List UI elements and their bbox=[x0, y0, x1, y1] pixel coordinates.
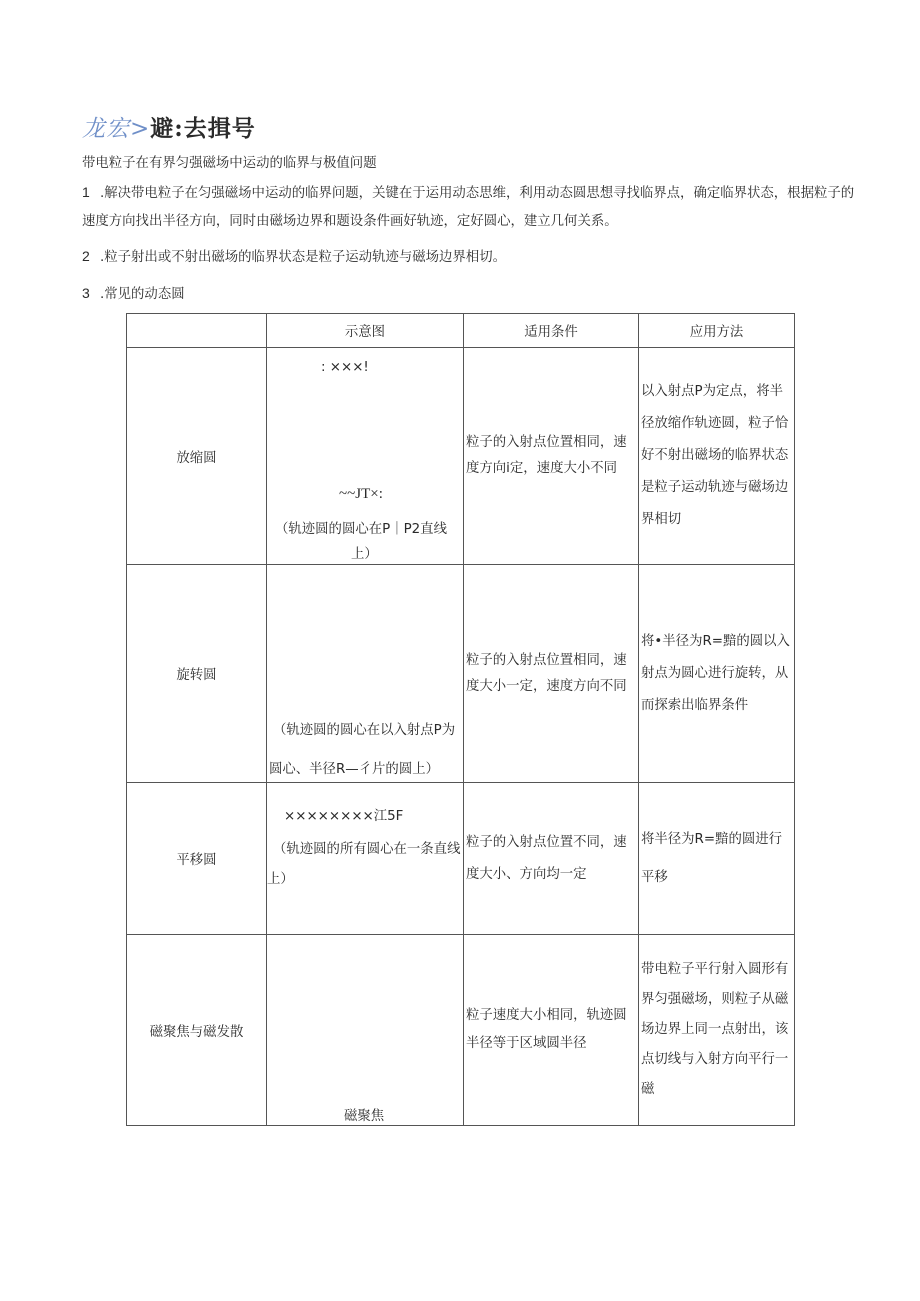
table-row bbox=[127, 348, 795, 565]
row-label: 旋转圆 bbox=[127, 565, 267, 783]
table-header-cell: 应用方法 bbox=[639, 314, 795, 348]
condition-text: 粒子的入射点位置相同，速度方向i定，速度大小不同 bbox=[466, 435, 627, 476]
condition-cell bbox=[464, 348, 639, 565]
row-label: 磁聚焦与磁发散 bbox=[127, 935, 267, 1126]
diagram-caption: （轨迹圆的圆心在P｜P2直线 bbox=[275, 522, 447, 537]
method-text: 将•半径为R=黯的圆以入射点为圆心进行旋转，从而探索出临界条件 bbox=[641, 633, 790, 713]
table-header-row bbox=[127, 314, 795, 348]
method-cell bbox=[639, 348, 795, 565]
dynamic-circle-table bbox=[126, 313, 795, 1126]
point-text: .常见的动态圆 bbox=[100, 287, 185, 302]
row-label: 放缩圆 bbox=[127, 348, 267, 565]
table-header-cell: 示意图 bbox=[267, 314, 464, 348]
header-title: 避:去揖号 bbox=[150, 115, 256, 142]
method-cell bbox=[639, 783, 795, 935]
table-row bbox=[127, 565, 795, 783]
condition-text: 粒子的入射点位置不同，速度大小、方向均一定 bbox=[466, 834, 627, 882]
document-subtitle: 带电粒子在有界匀强磁场中运动的临界与极值问题 bbox=[82, 156, 377, 171]
table-row bbox=[127, 935, 795, 1126]
point-3 bbox=[82, 283, 185, 302]
diagram-cell bbox=[267, 783, 464, 935]
point-2 bbox=[82, 246, 506, 265]
point-number: 3 bbox=[82, 285, 90, 301]
condition-cell bbox=[464, 935, 639, 1126]
point-number: 1 bbox=[82, 184, 90, 200]
table-row bbox=[127, 783, 795, 935]
diagram-cell bbox=[267, 565, 464, 783]
diagram-text: ××××××××江5F bbox=[284, 809, 404, 824]
point-text: .粒子射出或不射出磁场的临界状态是粒子运动轨迹与磁场边界相切。 bbox=[100, 250, 506, 265]
diagram-caption: 磁聚焦 bbox=[344, 1109, 385, 1124]
diagram-caption: （轨迹圆的所有圆心在一条直线 bbox=[273, 842, 461, 857]
header-brand: 龙宏> bbox=[82, 116, 151, 142]
table-header-cell: 适用条件 bbox=[464, 314, 639, 348]
condition-text: 粒子的入射点位置相同，速度大小一定，速度方向不同 bbox=[466, 652, 627, 694]
point-text: .解决带电粒子在匀强磁场中运动的临界问题，关键在于运用动态思维，利用动态圆思想寻找临界点，确定临界状态，根据粒子的速度方向找出半径方向，同时由磁场边界和题设条件画好轨迹，定好圆心，建立几何关系。 bbox=[82, 186, 855, 229]
diagram-caption: （轨迹圆的圆心在以入射点P为 bbox=[273, 723, 456, 738]
method-text: 将半径为R=黯的圆进行平移 bbox=[641, 831, 783, 885]
diagram-caption: 上） bbox=[351, 547, 378, 562]
table-header-cell bbox=[127, 314, 267, 348]
point-1 bbox=[82, 178, 857, 236]
diagram-cell bbox=[267, 935, 464, 1126]
row-label: 平移圆 bbox=[127, 783, 267, 935]
diagram-text: : ×××! bbox=[321, 360, 369, 375]
point-number: 2 bbox=[82, 248, 90, 264]
diagram-cell bbox=[267, 348, 464, 565]
method-cell bbox=[639, 935, 795, 1126]
diagram-caption: 圆心、半径R—彳片的圆上） bbox=[269, 762, 439, 777]
method-text: 带电粒子平行射入圆形有界匀强磁场，则粒子从磁场边界上同一点射出，该点切线与入射方向平行一磁 bbox=[641, 962, 789, 1097]
diagram-caption: 上） bbox=[267, 872, 294, 887]
condition-cell bbox=[464, 565, 639, 783]
condition-cell bbox=[464, 783, 639, 935]
diagram-text: ~~JT×: bbox=[339, 486, 383, 502]
page-header bbox=[82, 110, 256, 143]
method-cell bbox=[639, 565, 795, 783]
condition-text: 粒子速度大小相同，轨迹圆半径等于区域圆半径 bbox=[466, 1008, 627, 1051]
method-text: 以入射点P为定点，将半径放缩作轨迹圆，粒子恰好不射出磁场的临界状态是粒子运动轨迹与磁场边界相切 bbox=[641, 384, 789, 527]
